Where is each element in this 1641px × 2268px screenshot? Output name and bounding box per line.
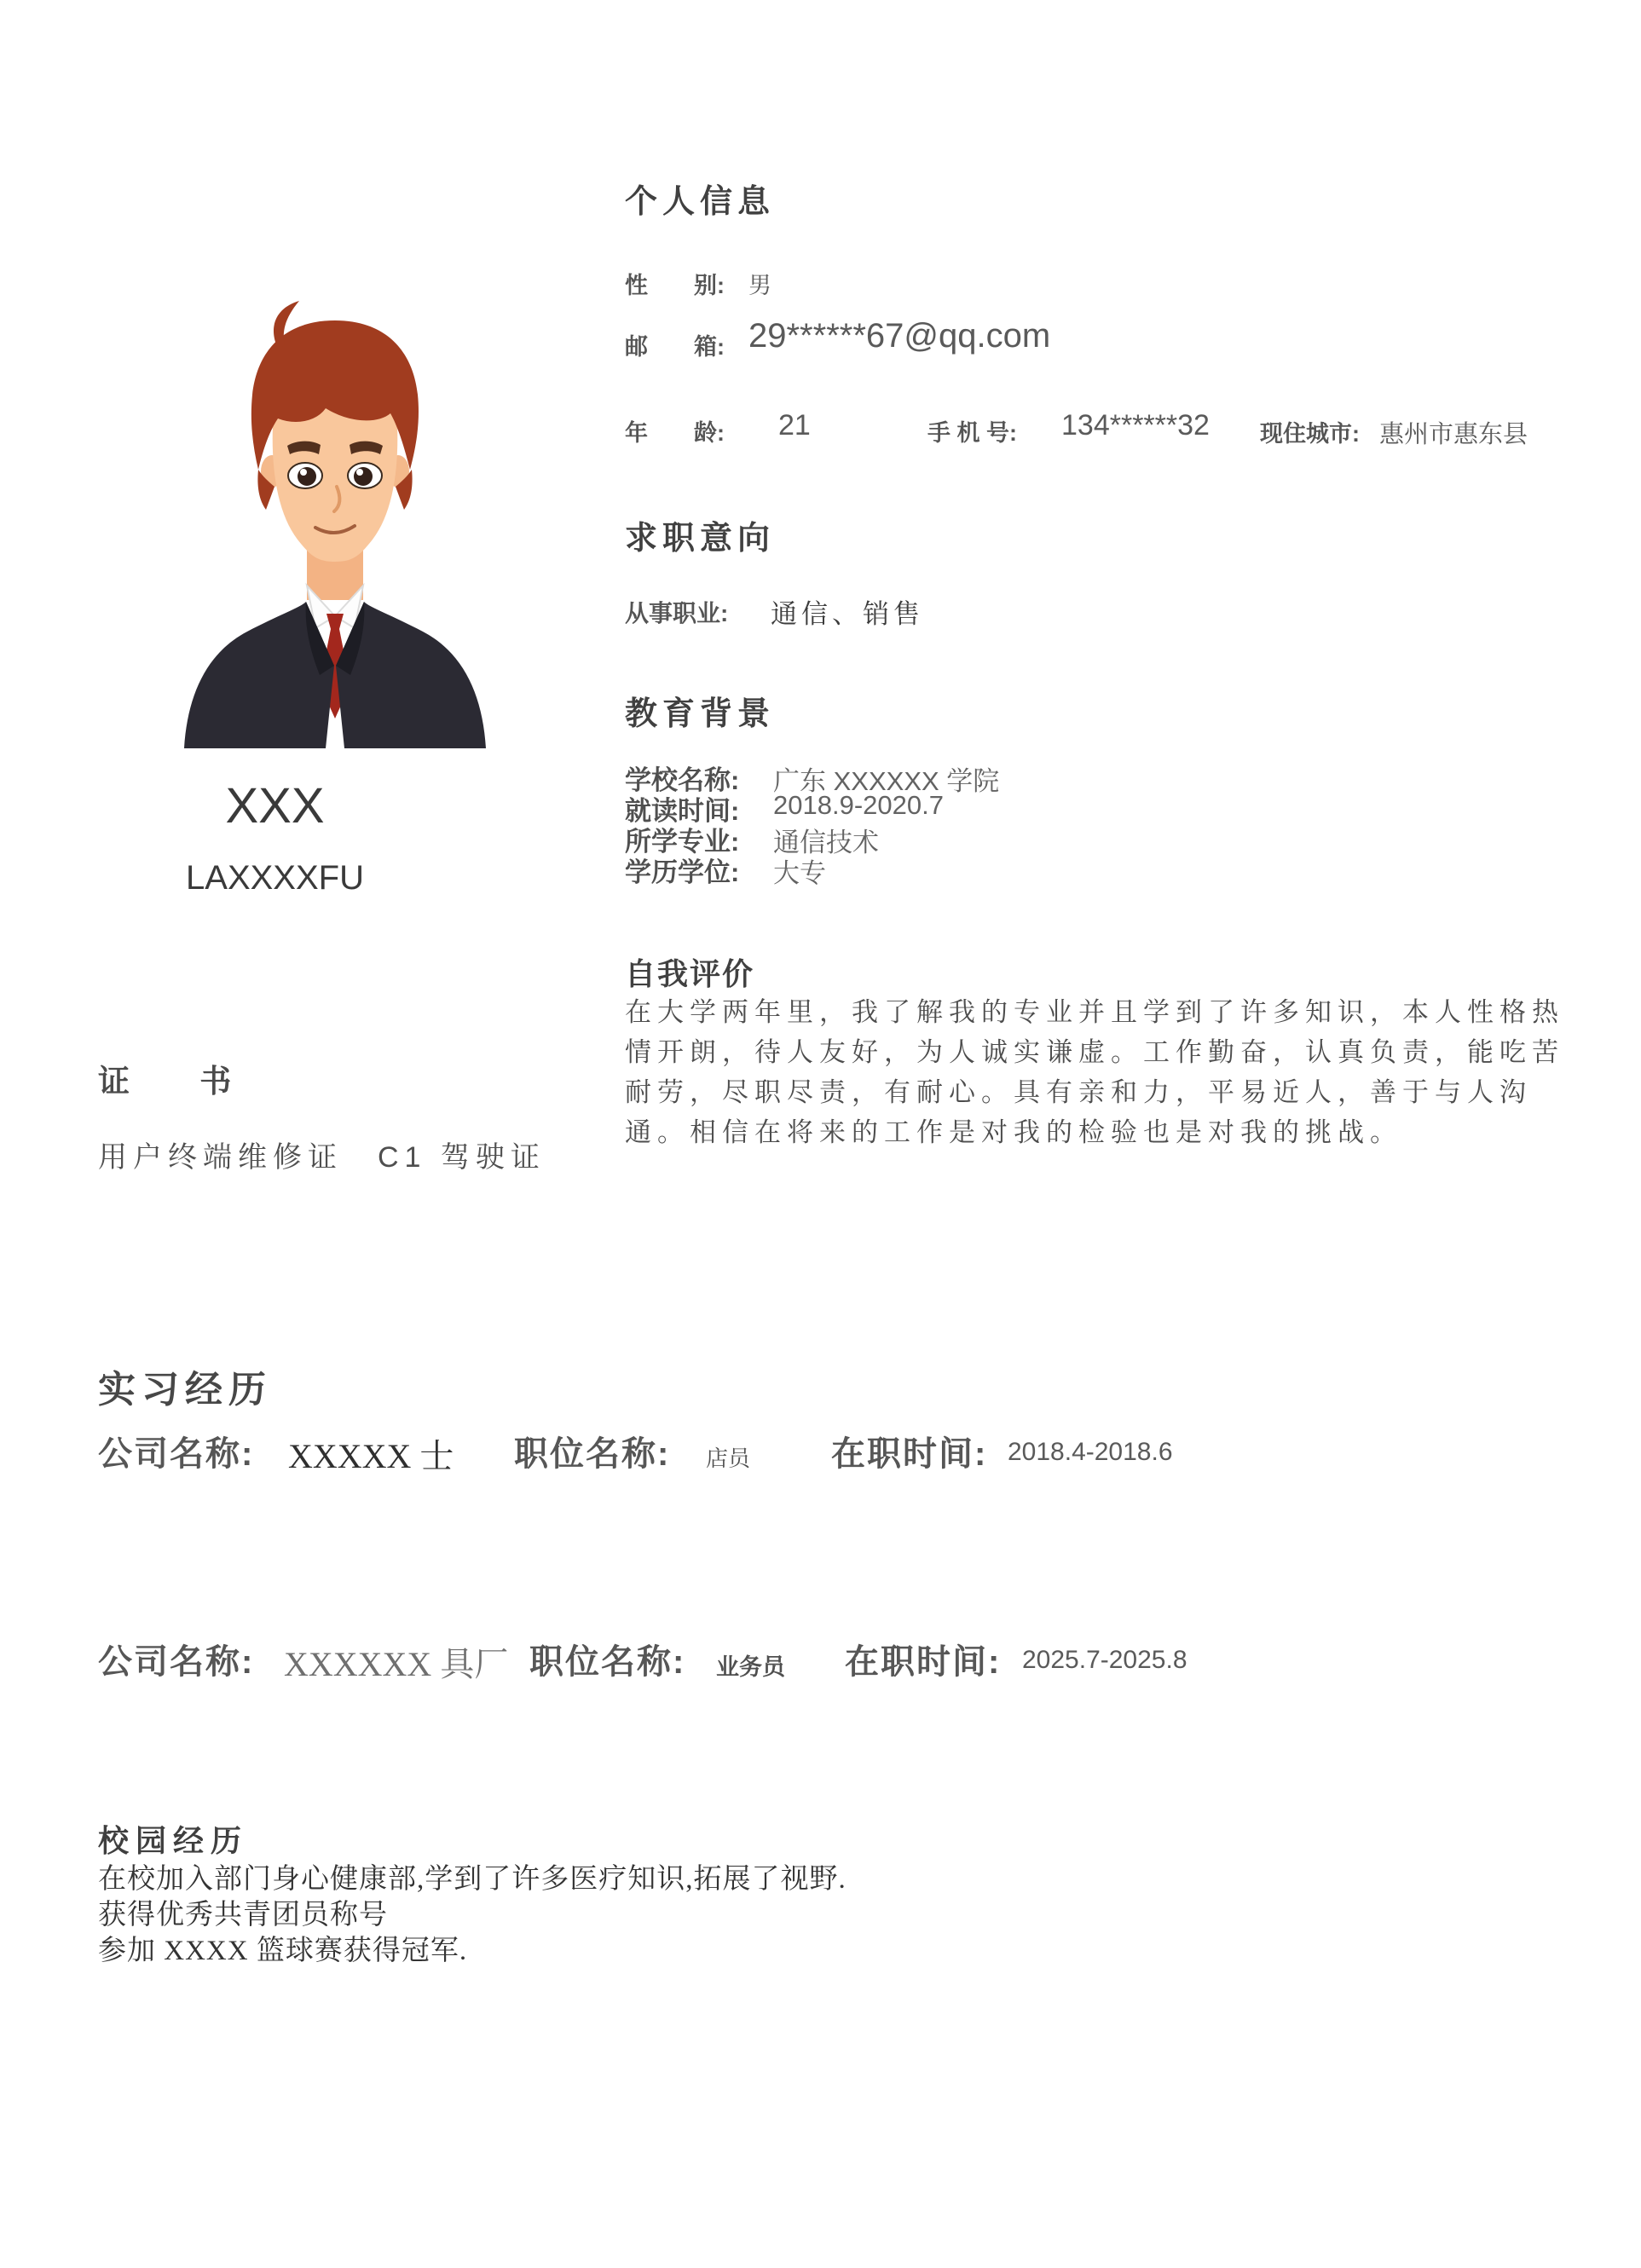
- education-row: [625, 759, 1605, 796]
- section-title-internship: 实习经历: [98, 1369, 272, 1411]
- profile-photo: [159, 274, 511, 748]
- internship-row-1: [98, 1427, 1547, 1478]
- section-title-self-evaluation: 自我评价: [625, 956, 755, 991]
- major-value: 通信技术: [773, 828, 879, 857]
- age-value: 21: [778, 409, 811, 441]
- school-label: 学校名称:: [625, 765, 740, 795]
- company-value: XXXXXX 具厂: [284, 1645, 509, 1683]
- period-label: 在职时间:: [845, 1643, 1002, 1681]
- school-value: 广东 XXXXXX 学院: [773, 766, 1000, 796]
- candidate-name-pinyin: LAXXXXFU: [186, 859, 364, 897]
- position-label: 职位名称:: [529, 1643, 686, 1681]
- period-label: 在职时间:: [831, 1435, 988, 1473]
- company-label: 公司名称:: [98, 1435, 255, 1473]
- section-title-campus: 校园经历: [98, 1823, 249, 1858]
- gender-label: 性 别:: [625, 273, 725, 298]
- email-value: 29******67@qq.com: [748, 317, 1051, 355]
- education-block: [625, 759, 1605, 888]
- self-evaluation-text: 在大学两年里，我了解我的专业并且学到了许多知识，本人性格热情开朗，待人友好，为人诚实谦虚。工作勤奋，认真负责，能吃苦耐劳，尽职尽责，有耐心。具有亲和力，平易近人，善于与人沟通。相信在将来的工作是对我的检验也是对我的挑战。: [625, 997, 1564, 1147]
- city-value: 惠州市惠东县: [1379, 421, 1528, 448]
- study-period-value: 2018.9-2020.7: [773, 790, 944, 820]
- phone-label: 手 机 号:: [927, 420, 1017, 446]
- company-label: 公司名称:: [98, 1643, 255, 1681]
- period-value: 2025.7-2025.8: [1022, 1646, 1187, 1674]
- row-gender: [625, 262, 1605, 300]
- city-label: 现住城市:: [1260, 421, 1360, 447]
- campus-lines: [98, 1861, 1547, 1969]
- certificates-title: 证 书: [98, 1064, 232, 1099]
- position-value: 业务员: [716, 1654, 785, 1680]
- gender-value: 男: [748, 273, 771, 298]
- internship-row-2: [98, 1635, 1547, 1686]
- campus-line: 获得优秀共青团员称号: [98, 1900, 388, 1930]
- age-label: 年 龄:: [625, 420, 725, 446]
- company-value: XXXXX 士: [288, 1437, 454, 1475]
- email-label: 邮 箱:: [625, 334, 725, 360]
- section-title-job-intent: 求职意向: [625, 521, 776, 557]
- section-title-personal-info: 个人信息: [625, 184, 776, 220]
- campus-line: 参加 XXXX 篮球赛获得冠军.: [98, 1936, 468, 1966]
- education-row: [625, 820, 1605, 857]
- row-age-phone-city: [625, 407, 1639, 450]
- period-value: 2018.4-2018.6: [1008, 1438, 1173, 1466]
- education-row: [625, 851, 1605, 888]
- study-period-label: 就读时间:: [625, 796, 740, 826]
- row-email: [625, 317, 1605, 364]
- occupation-value: 通信、销售: [771, 599, 924, 629]
- phone-value: 134******32: [1061, 409, 1210, 441]
- section-title-education: 教育背景: [625, 696, 776, 732]
- education-row: [625, 789, 1605, 826]
- certificates-list: 用户终端维修证 C1 驾驶证: [98, 1141, 546, 1174]
- degree-value: 大专: [773, 858, 826, 888]
- position-value: 店员: [706, 1446, 751, 1471]
- degree-label: 学历学位:: [625, 857, 740, 887]
- occupation-label: 从事职业:: [625, 600, 729, 626]
- cartoon-man-illustration: [159, 274, 511, 748]
- candidate-name: XXX: [225, 778, 325, 834]
- major-label: 所学专业:: [625, 827, 740, 857]
- position-label: 职位名称:: [514, 1435, 671, 1473]
- campus-line: 在校加入部门身心健康部,学到了许多医疗知识,拓展了视野.: [98, 1864, 847, 1895]
- row-occupation: [625, 592, 1605, 635]
